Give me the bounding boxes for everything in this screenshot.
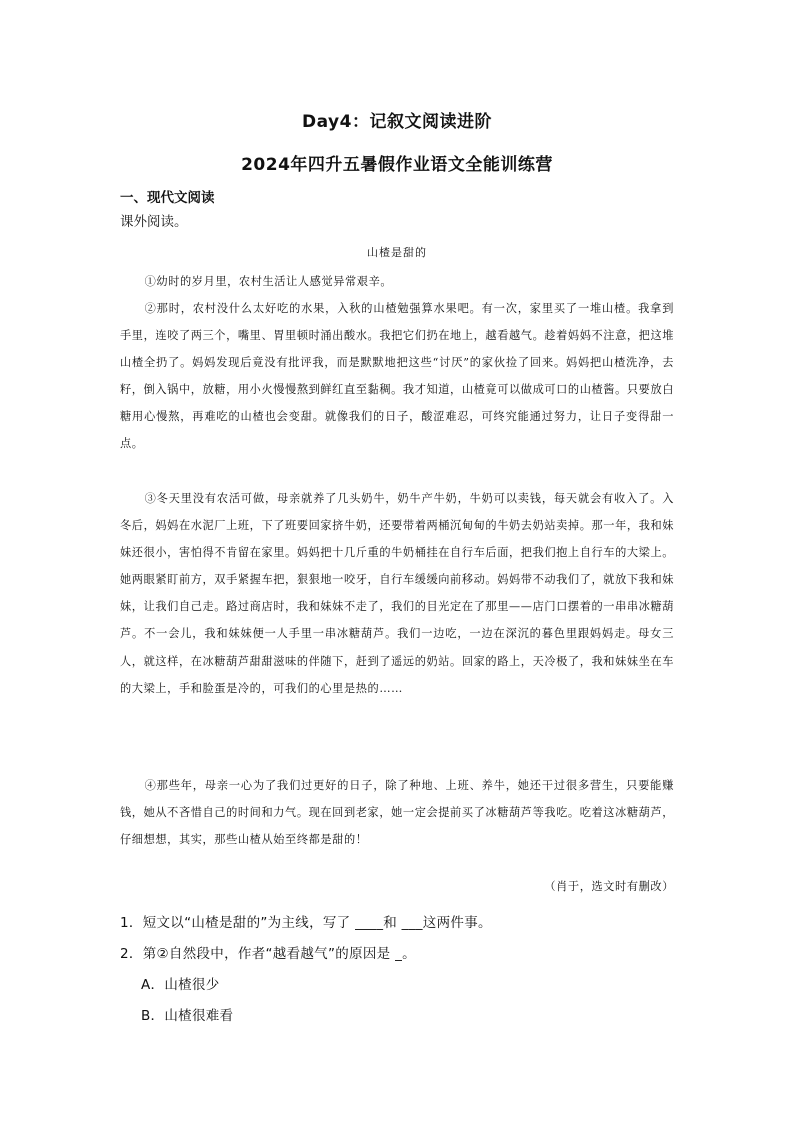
option-a: A．山楂很少	[141, 977, 220, 993]
passage-title: 山楂是甜的	[367, 246, 427, 259]
section-heading: 一、现代文阅读	[120, 190, 215, 206]
question-1: 1．短文以“山楂是甜的”为主线，写了 ____和 ___这两件事。	[120, 915, 492, 931]
passage-paragraph-1: ①幼时的岁月里，农村生活让人感觉异常艰辛。	[144, 275, 393, 288]
option-b: B．山楂很难看	[141, 1008, 234, 1024]
passage-paragraph-2: ②那时，农村没什么太好吃的水果，入秋的山楂勉强算水果吧。有一次，家里买了一堆山楂。我拿到手里，连咬了两三个，嘴里、胃里顿时涌出酸水。我把它们扔在地上，越看越气。趁着妈妈不注意，把这堆山楂全扔了。妈妈发现后竟没有批评我，而是默默地把这些“讨厌”的家伙捡了回来。妈妈把山楂洗净，去籽，倒入锅中，放糖，用小火慢慢熬到鲜红直至黏稠。我才知道，山楂竟可以做成可口的山楂酱。只要放白糖用心慢熬，再难吃的山楂也会变甜。就像我们的日子，酸涩难忍，可终究能通过努力，让日子变得甜一点。	[120, 302, 675, 451]
passage-paragraph-4: ④那些年，母亲一心为了我们过更好的日子，除了种地、上班、养牛，她还干过很多营生，只要能赚钱，她从不吝惜自己的时间和力气。现在回到老家，她一定会提前买了冰糖葫芦等我吃。吃着这冰糖葫芦，仔细想想，其实，那些山楂从始至终都是甜的！	[120, 779, 675, 847]
section-instruction: 课外阅读。	[120, 214, 188, 230]
page-title: Day4：记叙文阅读进阶	[302, 112, 492, 132]
passage-paragraph-3: ③冬天里没有农活可做，母亲就养了几头奶牛，奶牛产牛奶，牛奶可以卖钱，每天就会有收入了。入冬后，妈妈在水泥厂上班，下了班要回家挤牛奶，还要带着两桶沉甸甸的牛奶去奶站卖掉。那一年，我和妹妹还很小，害怕得不肯留在家里。妈妈把十几斤重的牛奶桶挂在自行车后面，把我们抱上自行车的大梁上。她两眼紧盯前方，双手紧握车把，狠狠地一咬牙，自行车缓缓向前移动。妈妈带不动我们了，就放下我和妹妹，让我们自己走。路过商店时，我和妹妹不走了，我们的目光定在了那里——店门口摆着的一串串冰糖葫芦。不一会儿，我和妹妹便一人手里一串冰糖葫芦。我们一边吃，一边在深沉的暮色里跟妈妈走。母女三人，就这样，在冰糖葫芦甜甜滋味的伴随下，赶到了遥远的奶站。回家的路上，天冷极了，我和妹妹坐在车的大梁上，手和脸蛋是冷的，可我们的心里是热的……	[120, 492, 675, 695]
passage-source: （肖于，选文时有删改）	[544, 880, 674, 893]
question-2: 2．第②自然段中，作者“越看越气”的原因是 _。	[120, 946, 416, 962]
page-subtitle: 2024年四升五暑假作业语文全能训练营	[241, 155, 553, 175]
